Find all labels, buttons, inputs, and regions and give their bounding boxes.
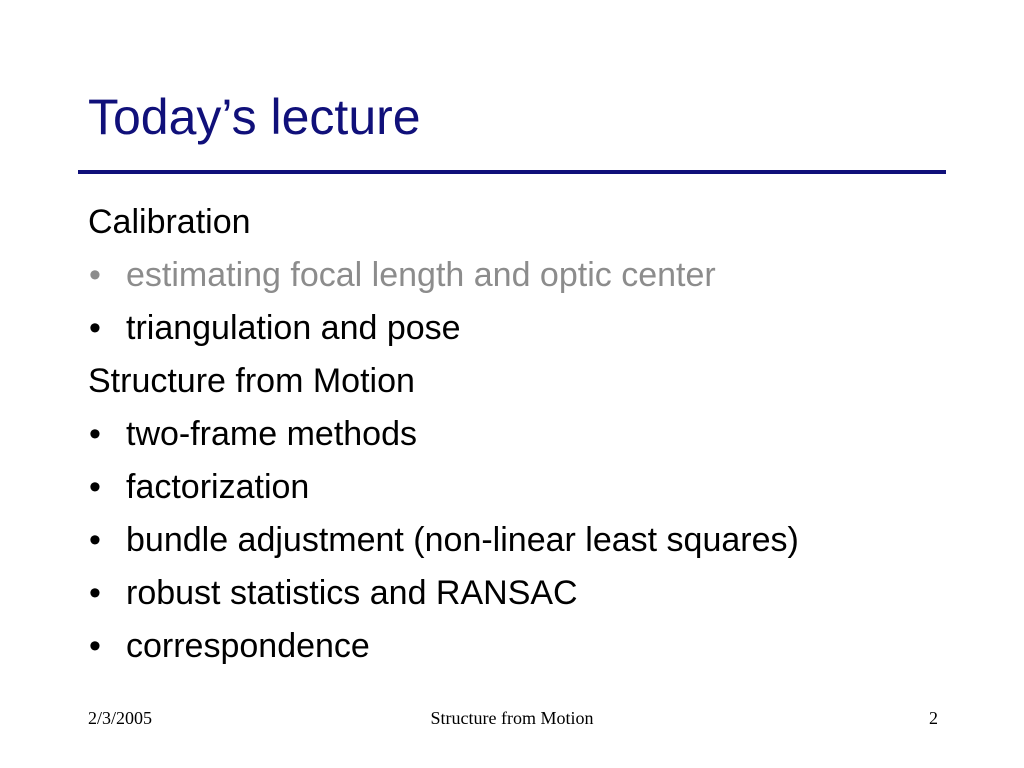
- list-item-0: [88, 196, 799, 249]
- bullet-icon: •: [89, 256, 101, 294]
- list-item-5: [88, 461, 799, 514]
- list-item-text: triangulation and pose: [126, 309, 461, 347]
- bullet-icon: •: [89, 309, 101, 347]
- list-item-text: correspondence: [126, 627, 370, 665]
- footer-title: Structure from Motion: [430, 708, 594, 728]
- bullet-icon: •: [89, 574, 101, 612]
- list-item-2: [88, 302, 799, 355]
- list-item-6: [88, 514, 799, 567]
- list-item-3: [88, 355, 799, 408]
- list-item-8: [88, 620, 799, 673]
- bullet-icon: •: [89, 415, 101, 453]
- footer-date: 2/3/2005: [88, 708, 153, 728]
- list-item-text: bundle adjustment (non-linear least squares): [126, 521, 799, 559]
- list-item-text: robust statistics and RANSAC: [126, 574, 578, 612]
- slide-title: Today’s lecture: [88, 89, 421, 145]
- bullet-icon: •: [89, 468, 101, 506]
- footer-page-number: 2: [929, 708, 938, 728]
- list-item-text: Structure from Motion: [88, 362, 415, 400]
- list-item-text: Calibration: [88, 203, 251, 241]
- list-item-1: [88, 249, 799, 302]
- list-item-text: two-frame methods: [126, 415, 417, 453]
- list-item-text: factorization: [126, 468, 310, 506]
- title-divider: [78, 170, 946, 174]
- bullet-icon: •: [89, 521, 101, 559]
- list-item-4: [88, 408, 799, 461]
- bullet-icon: •: [89, 627, 101, 665]
- list-item-7: [88, 567, 799, 620]
- list-item-text: estimating focal length and optic center: [126, 256, 716, 294]
- slide-content-list: [88, 196, 799, 673]
